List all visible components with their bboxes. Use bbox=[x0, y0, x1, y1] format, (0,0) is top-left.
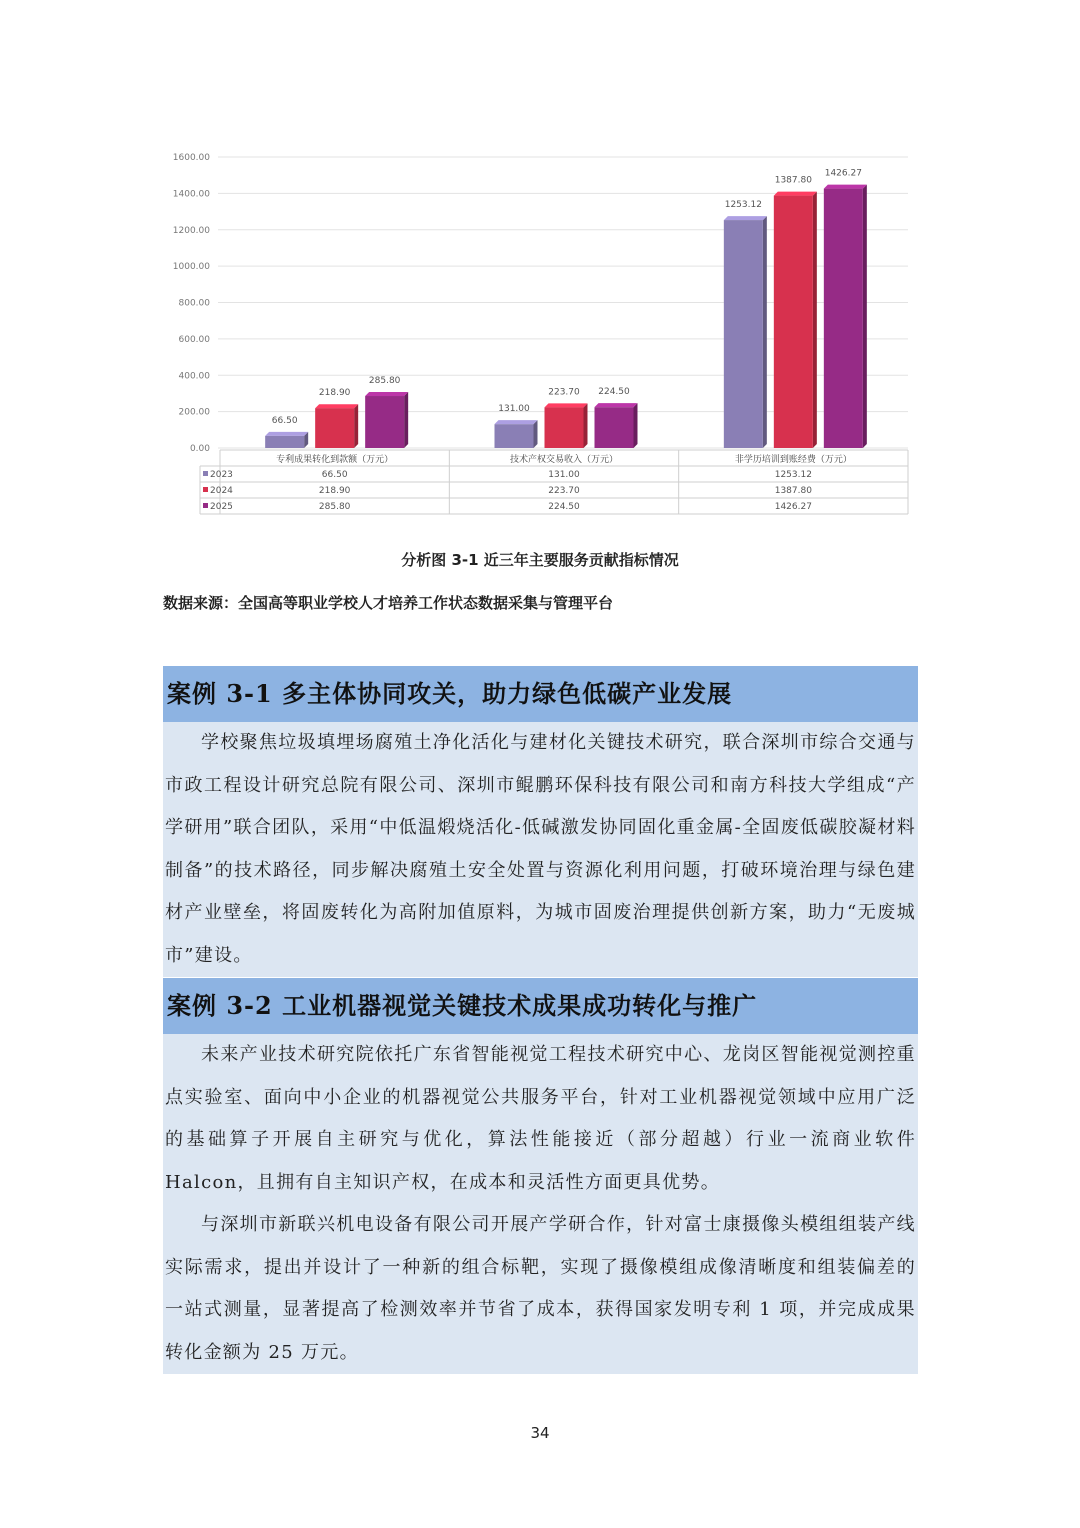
bar-top bbox=[315, 404, 358, 408]
bar-top bbox=[724, 216, 767, 220]
category-label: 技术产权交易收入（万元） bbox=[509, 455, 619, 465]
data-label: 131.00 bbox=[498, 404, 530, 415]
legend-label: 2025 bbox=[210, 502, 233, 512]
bar bbox=[595, 407, 634, 448]
table-cell: 131.00 bbox=[548, 470, 580, 480]
data-source: 数据来源：全国高等职业学校人才培养工作状态数据采集与管理平台 bbox=[163, 594, 614, 612]
table-cell: 66.50 bbox=[321, 470, 348, 480]
bar bbox=[265, 436, 304, 448]
bar bbox=[495, 424, 534, 448]
case-paragraph: 与深圳市新联兴机电设备有限公司开展产学研合作，针对富士康摄像头模组组装产线实际需求，提出并设计了一种新的组合标靶，实现了摄像模组成像清晰度和组装偏差的一站式测量，显著提高了检测效率并节省了成本，获得国家发明专利 1 项，并完成成果转化金额为 25 万元。 bbox=[165, 1214, 916, 1363]
bar-side bbox=[863, 185, 867, 448]
bar-side bbox=[813, 192, 817, 448]
chart-svg bbox=[160, 140, 920, 522]
table-cell: 1426.27 bbox=[774, 502, 812, 512]
bar-side bbox=[354, 404, 358, 448]
bar-top bbox=[774, 192, 817, 196]
data-label: 218.90 bbox=[318, 388, 351, 399]
bar-chart bbox=[160, 140, 920, 522]
bar-top bbox=[824, 185, 867, 189]
table-cell: 223.70 bbox=[548, 486, 580, 496]
bar-top bbox=[265, 432, 308, 436]
data-label: 1253.12 bbox=[724, 200, 762, 211]
figure-caption: 分析图 3-1 近三年主要服务贡献指标情况 bbox=[401, 551, 679, 569]
case-box-3-2 bbox=[163, 978, 918, 1374]
case-paragraph: 未来产业技术研究院依托广东省智能视觉工程技术研究中心、龙岗区智能视觉测控重点实验室、面向中小企业的机器视觉公共服务平台，针对工业机器视觉领域中应用广泛的基础算子开展自主研究与优化，算法性能接近（部分超越）行业一流商业软件 Halcon，且拥有自主知识产权，在成本和灵活性方面更具优势。 bbox=[165, 1044, 916, 1193]
data-label: 285.80 bbox=[368, 376, 401, 387]
y-tick-label: 200.00 bbox=[178, 407, 210, 418]
bar-top bbox=[595, 403, 638, 407]
table-cell: 218.90 bbox=[318, 486, 351, 496]
case-title: 案例 3-1 多主体协同攻关，助力绿色低碳产业发展 bbox=[163, 666, 918, 722]
case-box-3-1 bbox=[163, 666, 918, 977]
y-tick-label: 400.00 bbox=[178, 371, 210, 382]
bar bbox=[724, 220, 763, 448]
y-tick-label: 1200.00 bbox=[172, 225, 210, 236]
y-tick-label: 600.00 bbox=[178, 334, 210, 345]
bar-side bbox=[534, 420, 538, 448]
bar-top bbox=[365, 392, 408, 396]
data-label: 1387.80 bbox=[774, 175, 812, 186]
bar-top bbox=[495, 420, 538, 424]
bar bbox=[774, 196, 813, 448]
bar-side bbox=[634, 403, 638, 448]
page-number: 34 bbox=[530, 1424, 550, 1442]
data-label: 66.50 bbox=[271, 415, 298, 426]
legend-swatch bbox=[203, 487, 208, 492]
legend-label: 2023 bbox=[210, 470, 233, 480]
bar bbox=[365, 396, 404, 448]
data-label: 224.50 bbox=[598, 387, 630, 398]
y-tick-label: 1400.00 bbox=[172, 189, 210, 200]
bar-side bbox=[763, 216, 767, 448]
table-cell: 1253.12 bbox=[774, 470, 812, 480]
bar bbox=[545, 407, 584, 448]
bar-side bbox=[584, 403, 588, 448]
bar-top bbox=[545, 403, 588, 407]
y-tick-label: 1600.00 bbox=[172, 153, 210, 163]
case-paragraph: 学校聚焦垃圾填埋场腐殖土净化活化与建材化关键技术研究，联合深圳市综合交通与市政工程设计研究总院有限公司、深圳市鲲鹏环保科技有限公司和南方科技大学组成“产学研用”联合团队，采用“中低温煅烧活化-低碱激发协同固化重金属-全固废低碳胶凝材料制备”的技术路径，同步解决腐殖土安全处置与资源化利用问题，打破环境治理与绿色建材产业壁垒，将固废转化为高附加值原料，为城市固废治理提供创新方案，助力“无废城市”建设。 bbox=[165, 732, 916, 966]
data-label: 223.70 bbox=[548, 387, 580, 398]
bar bbox=[824, 189, 863, 448]
legend-swatch bbox=[203, 503, 208, 508]
bar-side bbox=[404, 392, 408, 448]
table-cell: 224.50 bbox=[548, 502, 580, 512]
table-cell: 1387.80 bbox=[774, 486, 812, 496]
data-label: 1426.27 bbox=[824, 168, 862, 179]
category-label: 非学历培训到账经费（万元） bbox=[734, 455, 852, 465]
legend-swatch bbox=[203, 471, 208, 476]
y-tick-label: 800.00 bbox=[178, 298, 210, 309]
legend-label: 2024 bbox=[210, 486, 233, 496]
bar bbox=[315, 408, 354, 448]
case-title: 案例 3-2 工业机器视觉关键技术成果成功转化与推广 bbox=[163, 978, 918, 1034]
category-label: 专利成果转化到款额（万元） bbox=[276, 455, 394, 465]
y-tick-label: 0.00 bbox=[189, 444, 210, 454]
y-tick-label: 1000.00 bbox=[172, 262, 210, 273]
table-cell: 285.80 bbox=[318, 502, 351, 512]
